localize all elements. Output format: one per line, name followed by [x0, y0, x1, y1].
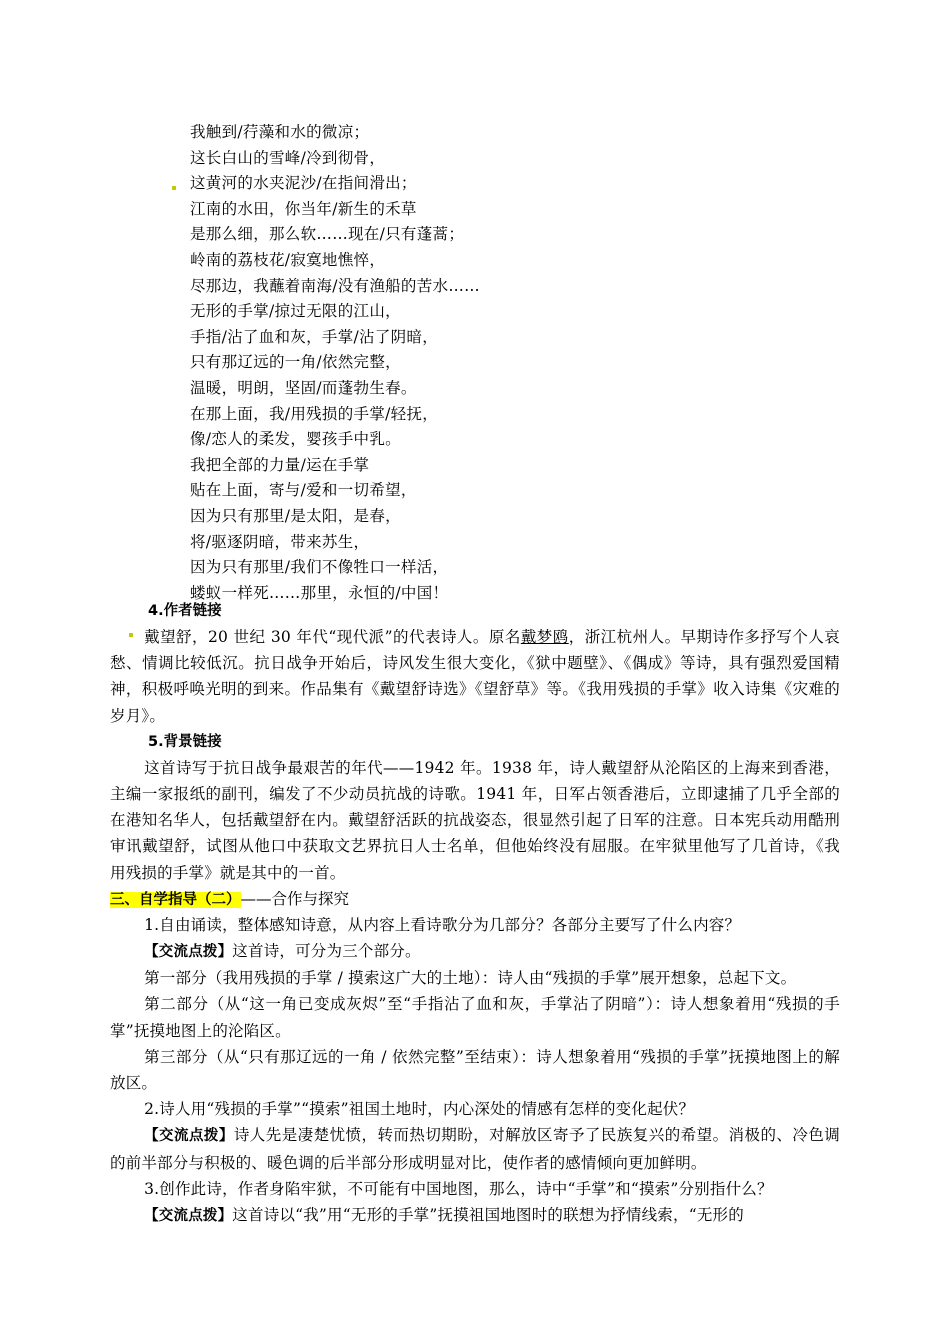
- author-text-1: 戴望舒，20 世纪 30 年代“现代派”的代表诗人。原名: [144, 628, 521, 646]
- exchange-tag: 【交流点拨】: [144, 944, 233, 961]
- author-paragraph: [110, 624, 840, 729]
- author-original-name: 戴梦鸥: [520, 628, 569, 646]
- author-text-2: ，浙江杭州人。早期诗作多抒写个人哀愁、情调比较低沉。抗日战争开始后，诗风发生很大变化，《狱中题壁》、《偶成》等诗，具有强烈爱国精神，积极呼唤光明的到来。作品集有《戴望舒诗选》《望舒草》等。《我用残损的手掌》收入诗集《灾难的岁月》。: [110, 628, 840, 725]
- answer-3-text: 这首诗以“我”用“无形的手掌”抚摸祖国地图时的联想为抒情线索，“无形的: [232, 1206, 744, 1225]
- poem-line: 将/驱逐阴暗，带来苏生，: [190, 532, 370, 551]
- marker-dot: [172, 186, 176, 190]
- poem-line: 岭南的荔枝花/寂寞地憔悴，: [190, 250, 386, 269]
- part-3-paragraph: 第三部分（从“只有那辽远的一角 / 依然完整”至结束）：诗人想象着用“残损的手掌”抚摸地图上的解放区。: [110, 1047, 840, 1093]
- poem-line: 手指/沾了血和灰，手掌/沾了阴暗，: [190, 327, 439, 346]
- poem-block: [190, 120, 890, 606]
- poem-line: 因为只有那里/我们不像牲口一样活，: [190, 558, 449, 577]
- poem-line: 这黄河的水夹泥沙/在指间滑出；: [190, 174, 417, 193]
- poem-line: 尽那边，我蘸着南海/没有渔船的苦水……: [190, 276, 480, 295]
- poem-line: 只有那辽远的一角/依然完整，: [190, 353, 401, 372]
- poem-line: 无形的手掌/掠过无限的江山，: [190, 302, 401, 321]
- question-3: 3.创作此诗，作者身陷牢狱，不可能有中国地图，那么，诗中“手掌”和“摸索”分别指什么？: [144, 1179, 773, 1198]
- exchange-tag: 【交流点拨】: [144, 1128, 234, 1145]
- answer-1-text: 这首诗，可分为三个部分。: [232, 942, 421, 961]
- question-2: 2.诗人用“残损的手掌”“摸索”祖国土地时，内心深处的情感有怎样的变化起伏？: [144, 1100, 695, 1119]
- poem-line: 我触到/荇藻和水的微凉；: [190, 123, 370, 141]
- poem-line: 这长白山的雪峰/冷到彻骨，: [190, 148, 386, 167]
- section-title-rest: ——合作与探究: [240, 889, 350, 908]
- part-2-paragraph: 第二部分（从“这一角已变成灰烬”至“手指沾了血和灰，手掌沾了阴暗”）：诗人想象着用“残损的手掌”抚摸地图上的沦陷区。: [110, 995, 840, 1040]
- poem-line: 蝼蚁一样死……那里，永恒的/中国！: [190, 583, 449, 602]
- answer-1: [110, 938, 840, 965]
- part-1-paragraph: 第一部分（我用残损的手掌 / 摸索这广大的土地）：诗人由“残损的手掌”展开想象，总起下文。: [144, 969, 797, 988]
- poem-line: 是那么细，那么软……现在/只有蓬蒿；: [190, 225, 465, 244]
- poem-line: 江南的水田，你当年/新生的禾草: [190, 199, 417, 218]
- poem-line: 我把全部的力量/运在手掌: [190, 455, 370, 474]
- section-title: [110, 886, 840, 912]
- poem-line: 在那上面，我/用残损的手掌/轻抚，: [190, 404, 439, 423]
- background-paragraph: 这首诗写于抗日战争最艰苦的年代——1942 年。1938 年，诗人戴望舒从沦陷区的上海来到香港，主编一家报纸的副刊，编发了不少动员抗战的诗歌。1941 年，日军占领香港后，立即逮捕了几乎全部的在港知名华人，包括戴望舒在内。戴望舒活跃的抗战姿态，很显然引起了日军的注意。日本宪兵动用酷刑审讯戴望舒，试图从他口中获取文艺界抗日人士名单，但他始终没有屈服。在牢狱里他写了几首诗，《我用残损的手掌》就是其中的一首。: [110, 758, 840, 882]
- author-heading: 4.作者链接: [148, 603, 222, 619]
- poem-line: 因为只有那里/是太阳，是春，: [190, 506, 401, 525]
- answer-2-text: 诗人先是凄楚忧愤，转而热切期盼，对解放区寄予了民族复兴的希望。消极的、冷色调的前半部分与积极的、暖色调的后半部分形成明显对比，使作者的感情倾向更加鲜明。: [110, 1126, 840, 1172]
- answer-2: [110, 1122, 840, 1175]
- background-heading: 5.背景链接: [148, 733, 222, 750]
- exchange-tag: 【交流点拨】: [144, 1208, 233, 1225]
- answer-3: [110, 1202, 840, 1229]
- prose-block: [110, 598, 840, 1229]
- poem-line: 贴在上面，寄与/爱和一切希望，: [190, 481, 417, 500]
- poem-line: 像/恋人的柔发，婴孩手中乳。: [190, 430, 401, 449]
- question-1: 1.自由诵读，整体感知诗意，从内容上看诗歌分为几部分？各部分主要写了什么内容？: [144, 915, 741, 934]
- section-title-highlight: 三、自学指导（二）: [110, 891, 241, 908]
- poem-line: 温暖，明朗，坚固/而蓬勃生春。: [190, 378, 417, 397]
